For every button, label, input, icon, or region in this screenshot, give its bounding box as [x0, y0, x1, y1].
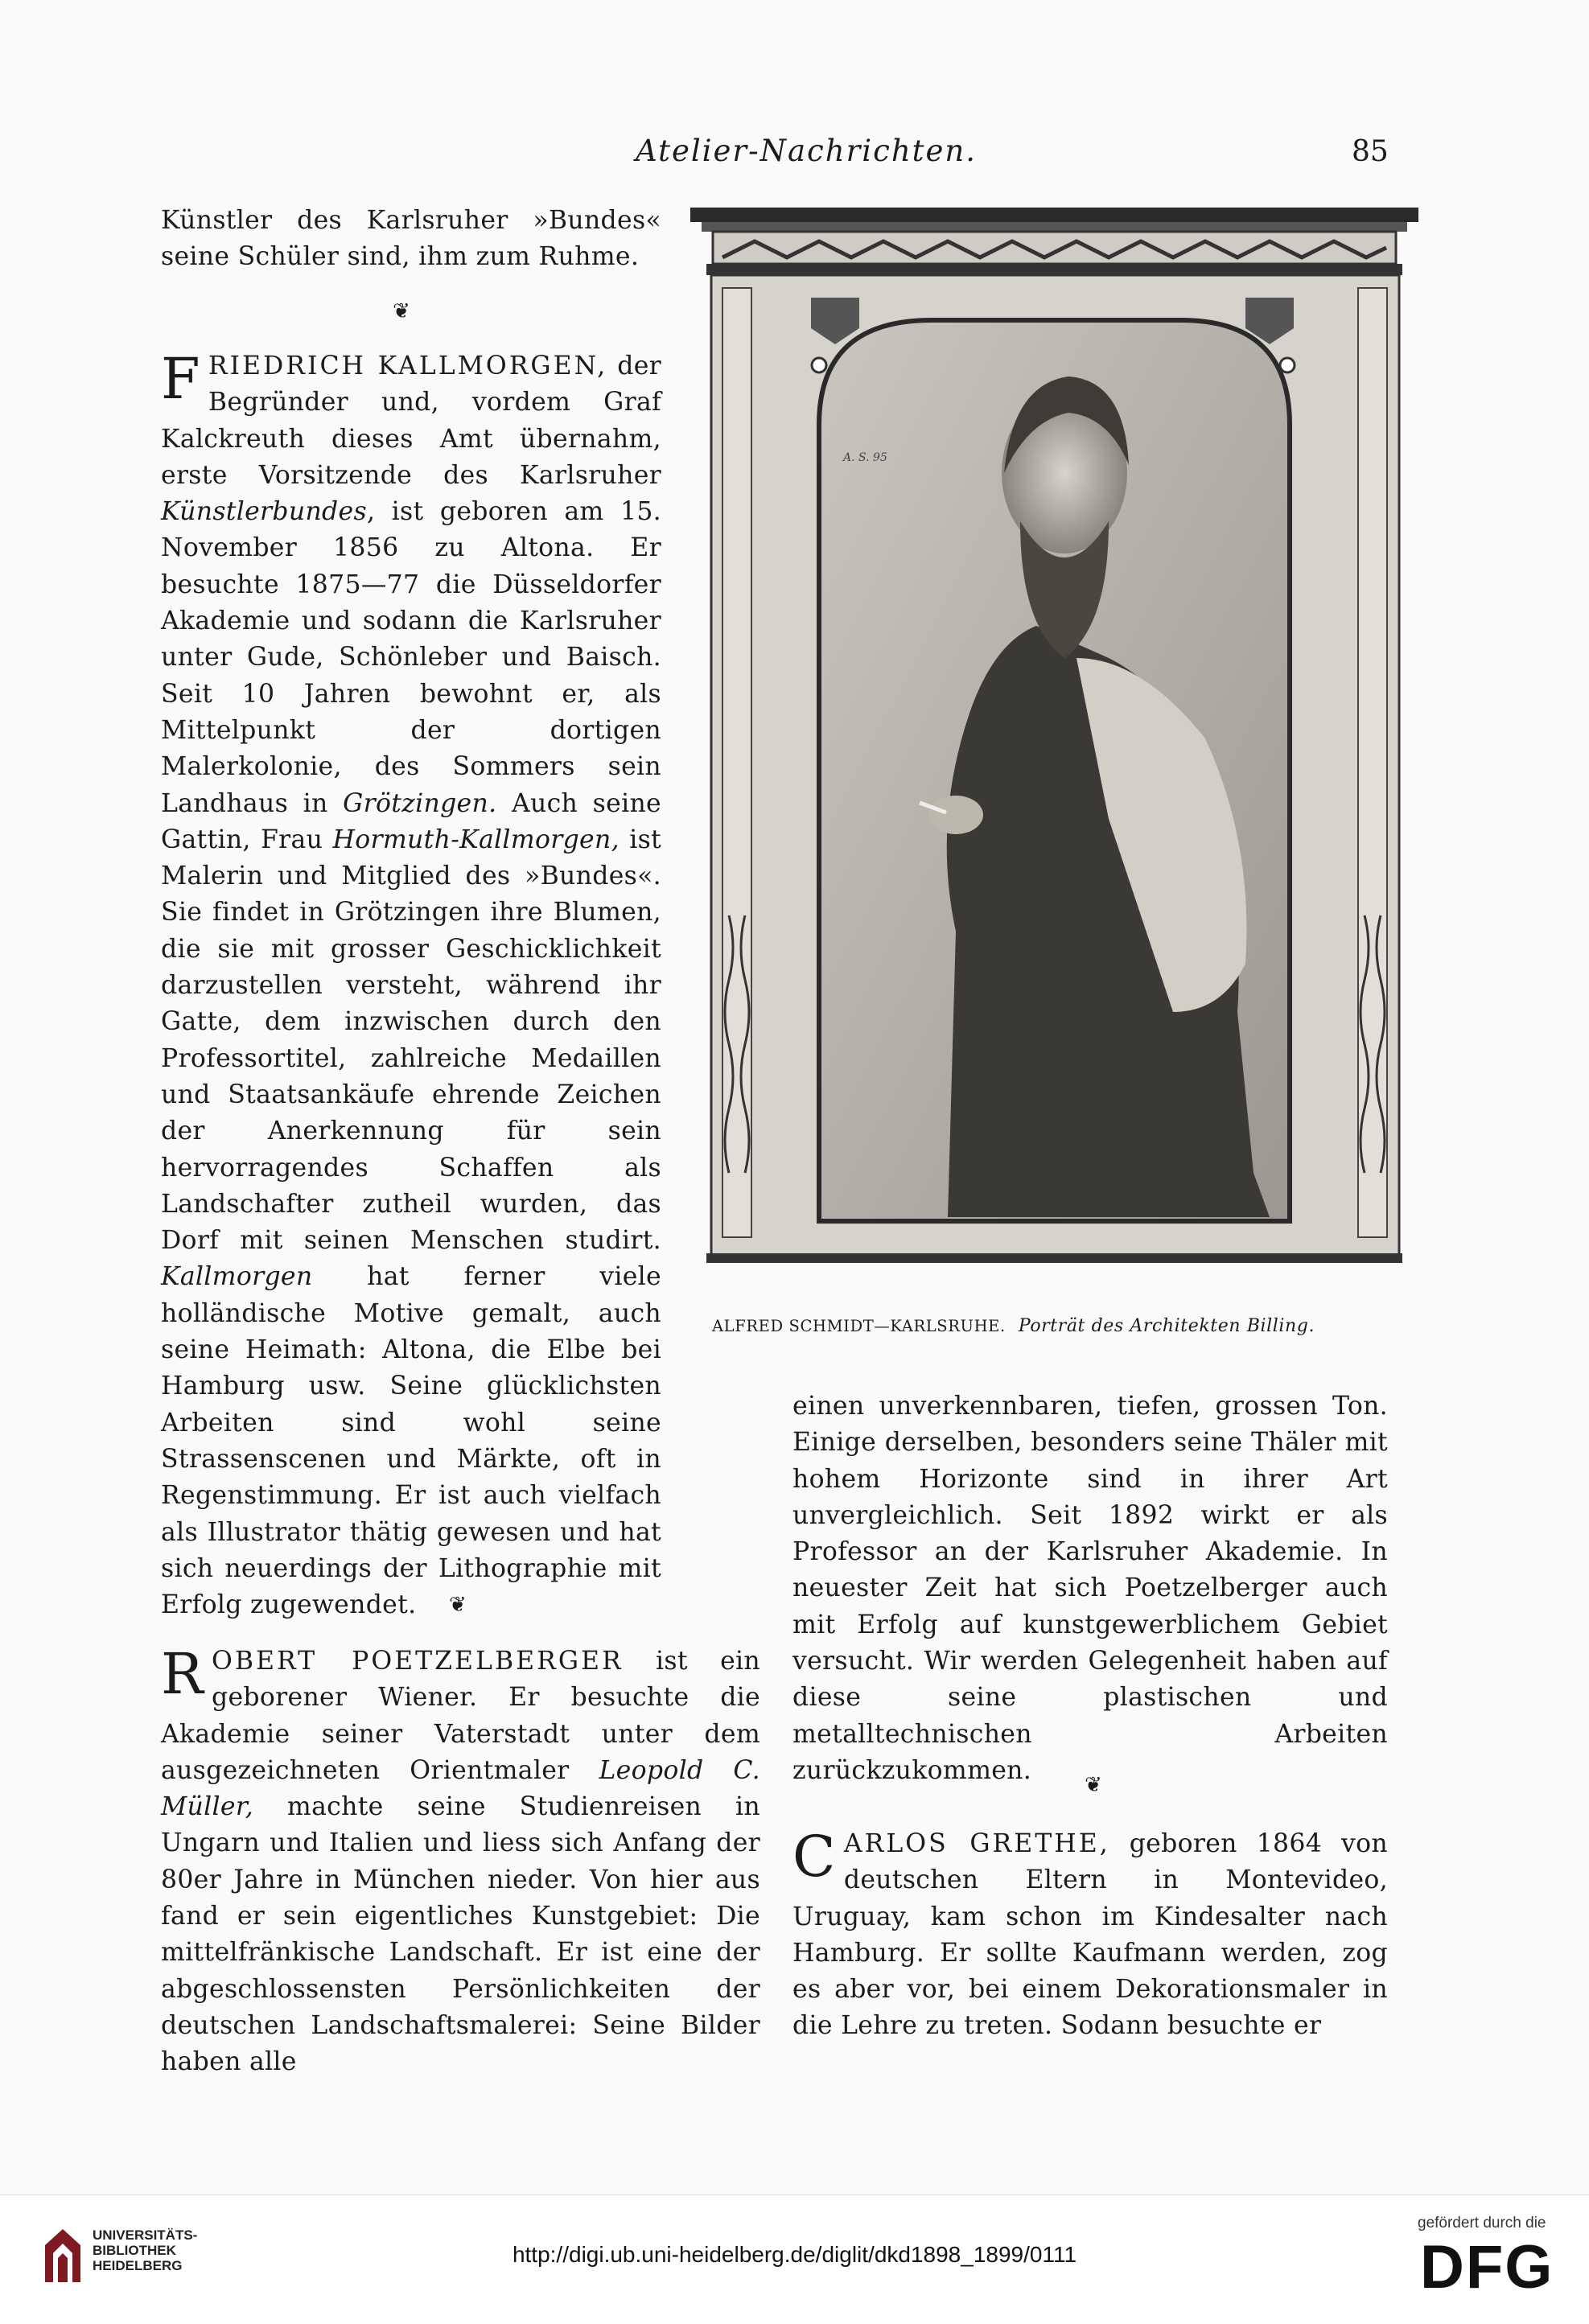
- ornament-icon: ❦: [1085, 1773, 1102, 1797]
- running-head: Atelier-Nachrichten.: [636, 134, 978, 168]
- grethe-section: [792, 1826, 1388, 2045]
- ornament-icon: ❦: [449, 1593, 467, 1617]
- page-header: [0, 134, 1589, 174]
- drop-cap-f: F: [161, 346, 200, 412]
- ornament-icon: ❦: [393, 299, 410, 323]
- caption-title: Porträt des Architekten Billing.: [1018, 1316, 1315, 1336]
- poetzelberger-section: [161, 1643, 760, 2081]
- dfg-logo: DFG: [1420, 2233, 1554, 2301]
- poetzelberger-continued: einen unverkennbaren, tiefen, grossen Ton. Einige derselben, besonders seine Thäler mit hohem Horizonte sind in ihrer Art unvergleichlich. Seit 1892 wirkt er als Professor an der Karlsruher Akademie. In neuester Zeit hat sich Poetzelberger auch mit Erfolg auf kunstgewerblichem Gebiet versucht. Wir werden Gelegenheit haben auf diese seine plastischen und metalltechnischen Arbeiten zurückzukommen.: [792, 1392, 1388, 1785]
- intro-paragraph: Künstler des Karlsruher »Bundes« seine Schüler sind, ihm zum Ruhme.: [161, 206, 661, 272]
- svg-text:A. S. 95: A. S. 95: [843, 451, 887, 464]
- artist-name: RIEDRICH KALLMORGEN,: [208, 352, 608, 380]
- digitization-footer: [0, 2194, 1589, 2324]
- caption-author: ALFRED SCHMIDT—KARLSRUHE.: [712, 1317, 1006, 1335]
- poetzelberger-paragraph: ROBERT POETZELBERGER ist ein geborener Wiener. Er besuchte die Akademie seiner Vaterstadt unter dem ausgezeichneten Orientmaler Leopold C. Müller, machte seine Studienreisen in Ungarn und Italien und liess sich Anfang der 80er Jahre in München nieder. Von hier aus fand er sein eigentliches Kunstgebiet: Die mittelfränkische Landschaft. Er ist eine der abgeschlossensten Persönlichkeiten der deutschen Landschaftsmalerei: Seine Bilder haben alle: [161, 1641, 761, 2077]
- kallmorgen-paragraph: FRIEDRICH KALLMORGEN, der Begründer und, vordem Graf Kalckreuth dieses Amt übernahm, erste Vorsitzende des Karlsruher Künstlerbundes, ist geboren am 15. November 1856 zu Altona. Er besuchte 1875—77 die Düsseldorfer Akademie und sodann die Karlsruher unter Gude, Schönleber und Baisch. Seit 10 Jahren bewohnt er, als Mittelpunkt der dortigen Malerkolonie, des Sommers sein Landhaus in Grötzingen. Auch seine Gattin, Frau Hormuth-Kallmorgen, ist Malerin und Mitglied des »Bundes«. Sie findet in Grötzingen ihre Blumen, die sie mit grosser Geschicklichkeit darzustellen versteht, während ihr Gatte, dem inzwischen durch den Professortitel, zahlreiche Medaillen und Staatsankäufe ehrende Zeichen der Anerkennung für sein hervorragendes Schaffen als Landschafter zutheil wurden, das Dorf mit seinen Menschen studirt. Kallmorgen hat ferner viele holländische Motive gemalt, auch seine Heimath: Altona, die Elbe bei Hamburg usw. Seine glücklichsten Arbeiten sind wohl seine Strassenscenen und Märkte, oft in Regenstimmung. Er ist auch vielfach als Illustrator thätig gewesen und hat sich neuerdings der Lithographie mit Erfolg zugewendet.: [161, 346, 661, 1620]
- artist-name: ARLOS GRETHE,: [843, 1829, 1110, 1858]
- kallmorgen-section: [161, 348, 661, 1623]
- page-number: 85: [1352, 135, 1389, 168]
- funding-note: gefördert durch die: [1418, 2215, 1546, 2231]
- grethe-paragraph: CARLOS GRETHE, geboren 1864 von deutschen Eltern in Montevideo, Uruguay, kam schon im Kindesalter nach Hamburg. Er sollte Kaufmann werden, zog es aber vor, bei einem Dekorationsmaler in die Lehre zu treten. Sodann besuchte er: [792, 1824, 1388, 2041]
- framed-portrait-image: [690, 208, 1418, 1277]
- drop-cap-r: R: [161, 1641, 204, 1707]
- figure-caption: [712, 1316, 1396, 1336]
- permalink-url[interactable]: http://digi.ub.uni-heidelberg.de/diglit/dkd1898_1899/0111: [512, 2242, 1077, 2267]
- drop-cap-c: C: [792, 1824, 836, 1890]
- portrait-figure: [690, 208, 1418, 1277]
- artist-name: OBERT POETZELBERGER: [212, 1647, 624, 1676]
- library-name: UNIVERSITÄTS- BIBLIOTHEK HEIDELBERG: [93, 2227, 198, 2273]
